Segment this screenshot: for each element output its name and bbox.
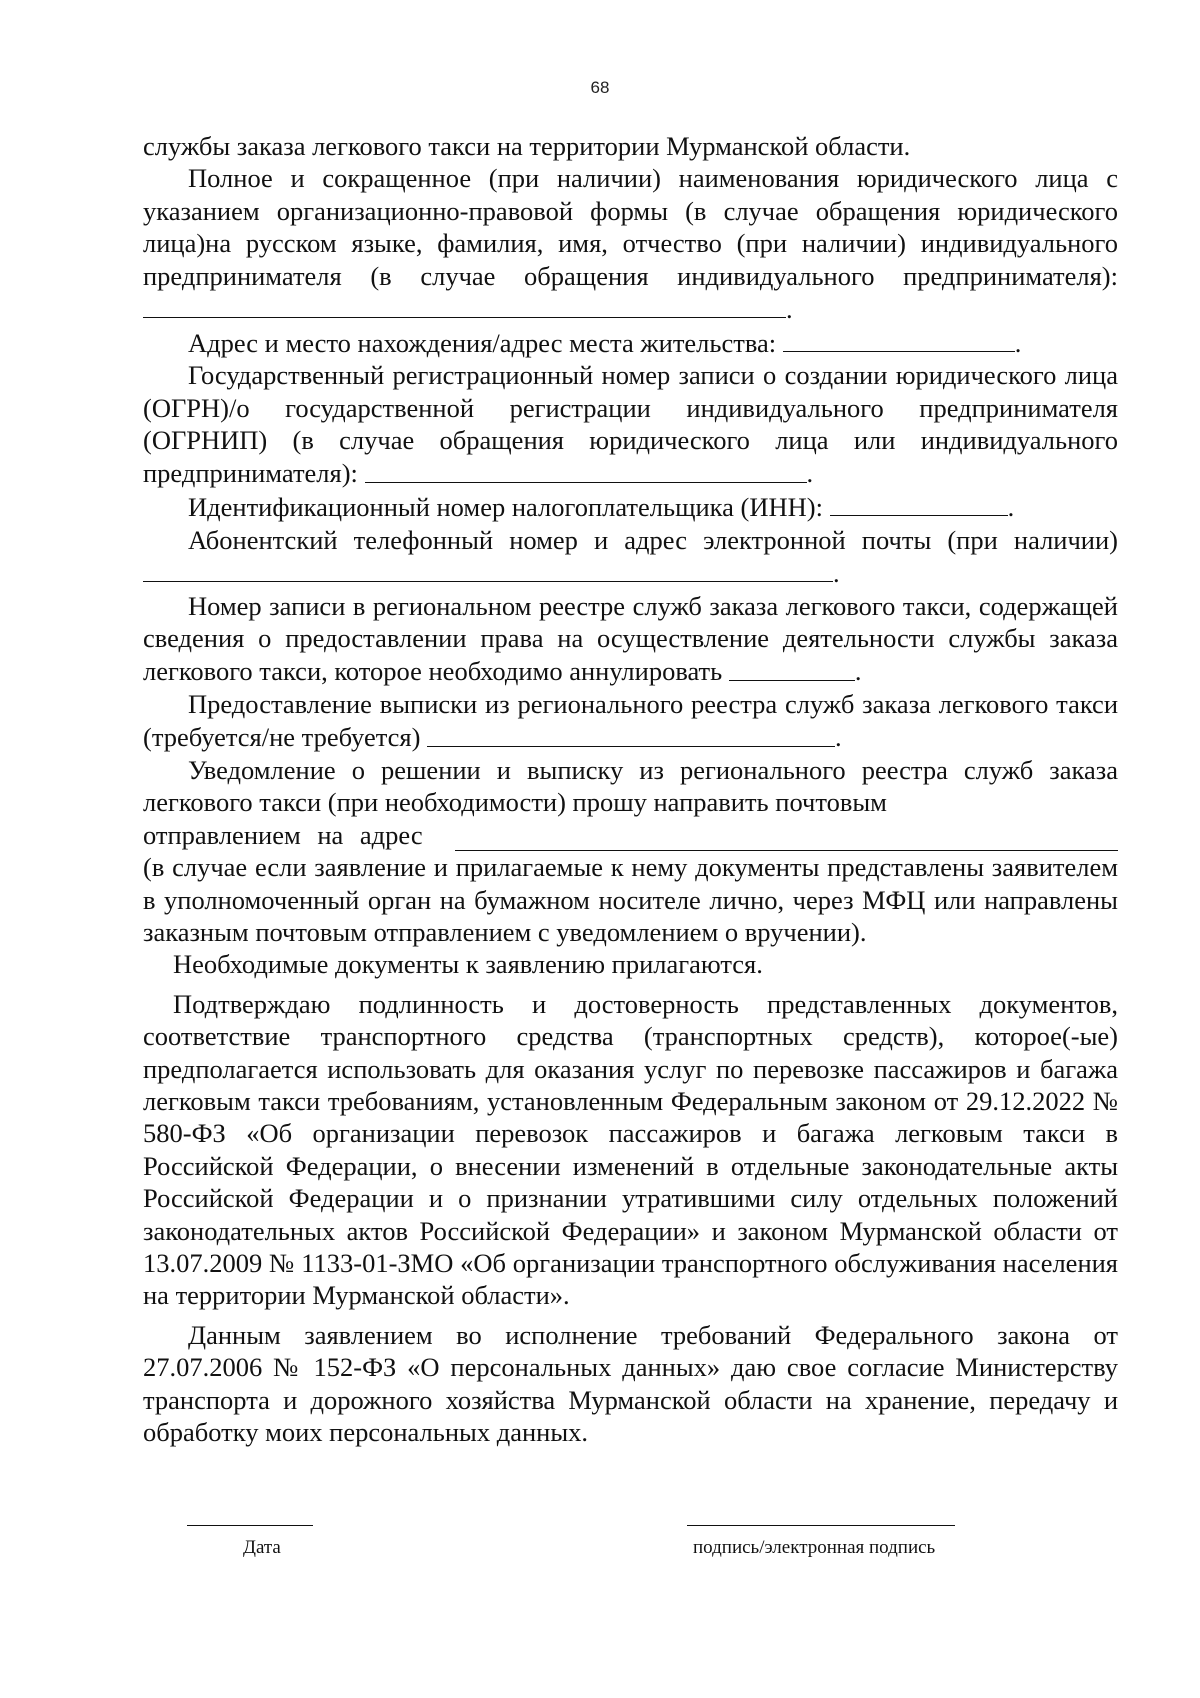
paragraph-ogrn [143, 359, 1118, 490]
notification-address-blank [455, 825, 1118, 851]
legal-entity-name-blank [143, 292, 786, 318]
legal-entity-name-text: Полное и сокращенное (при наличии) наименования юридического лица с указанием организационно-правовой формы (в случае обращения юридического лица)на русском языке, фамилия, имя, отчество (при наличии) индивидуального предпринимателя (в случае обращения индивидуального предпринимателя): [143, 163, 1118, 291]
date-caption: Дата [243, 1537, 281, 1558]
address-text: Адрес и место нахождения/адрес места жительства: [188, 327, 777, 358]
registry-entry-blank [729, 654, 855, 680]
extract-dot: . [835, 722, 842, 753]
document-body [143, 130, 1118, 1448]
date-line [187, 1525, 313, 1526]
address-blank [783, 326, 1015, 352]
inn-blank [830, 490, 1008, 516]
paragraph-extract [143, 688, 1118, 754]
paragraph-documents-attached: Необходимые документы к заявлению прилагаются. [173, 949, 763, 980]
signature-line [687, 1525, 955, 1526]
ogrn-dot: . [806, 458, 814, 489]
paragraph-notification: Уведомление о решении и выписку из регионального реестра служб заказа легкового такси (при необходимости) прошу направить почтовым [143, 754, 1118, 818]
contacts-text: Абонентский телефонный номер и адрес электронной почты (при наличии) [188, 524, 1118, 555]
paragraph-address [143, 326, 1118, 360]
legal-entity-name-dot: . [786, 294, 793, 325]
paragraph-intro: службы заказа легкового такси на территории Мурманской области. [143, 131, 911, 161]
paragraph-inn [143, 490, 1118, 524]
registry-entry-text: Номер записи в региональном реестре служб заказа легкового такси, содержащей сведения о предоставлении права на осуществление деятельности службы заказа легкового такси, которое необходимо аннулировать [143, 590, 1118, 687]
paragraph-confirmation: Подтверждаю подлинность и достоверность представленных документов, соответствие транспортного средства (транспортных средств), которое(-ые) предполагается использовать для оказания услуг по перевозке пассажиров и багажа легковым такси требованиям, установленным Федеральным законом от 29.12.2022 № 580-ФЗ «Об организации перевозок пассажиров и багажа легковым такси в Российской Федерации, о внесении изменений в отдельные законодательные акты Российской Федерации и о признании утратившими силу отдельных положений законодательных актов Российской Федерации» и законом Мурманской области от 13.07.2009 № 1133-01-ЗМО «Об организации транспортного обслуживания населения на территории Мурманской области». [143, 988, 1118, 1311]
signature-caption: подпись/электронная подпись [693, 1537, 936, 1558]
extract-text: Предоставление выписки из регионального реестра служб заказа легкового такси (требуется/не требуется) [143, 688, 1118, 753]
paragraph-consent: Данным заявлением во исполнение требований Федерального закона от 27.07.2006 № 152-ФЗ «О персональных данных» даю свое согласие Министерству транспорта и дорожного хозяйства Мурманской области на хранение, передачу и обработку моих персональных данных. [143, 1319, 1118, 1448]
address-dot: . [1014, 327, 1022, 358]
contacts-dot: . [833, 558, 840, 589]
paragraph-registry-entry [143, 590, 1118, 688]
registry-entry-dot: . [854, 656, 862, 687]
notification-address-text: отправлением на адрес [143, 819, 423, 850]
notification-address-line [143, 819, 1118, 851]
paragraph-legal-entity-name [143, 162, 1118, 325]
ogrn-text: Государственный регистрационный номер записи о создании юридического лица (ОГРН)/о государственной регистрации индивидуального предпринимателя (ОГРНИП) (в случае обращения юридического лица или индивидуального предпринимателя): [143, 360, 1118, 489]
ogrn-blank [365, 456, 807, 482]
contacts-blank [143, 556, 833, 582]
paragraph-delivery-note: (в случае если заявление и прилагаемые к нему документы представлены заявителем в уполномоченный орган на бумажном носителе лично, через МФЦ или направлены заказным почтовым отправлением с уведомлением о вручении). [143, 852, 1118, 947]
inn-text: Идентификационный номер налогоплательщика (ИНН): [188, 492, 823, 523]
paragraph-contacts [143, 524, 1118, 590]
page-number: 68 [590, 78, 610, 97]
inn-dot: . [1007, 492, 1015, 523]
extract-blank [427, 720, 835, 746]
signature-block [0, 1525, 1200, 1585]
